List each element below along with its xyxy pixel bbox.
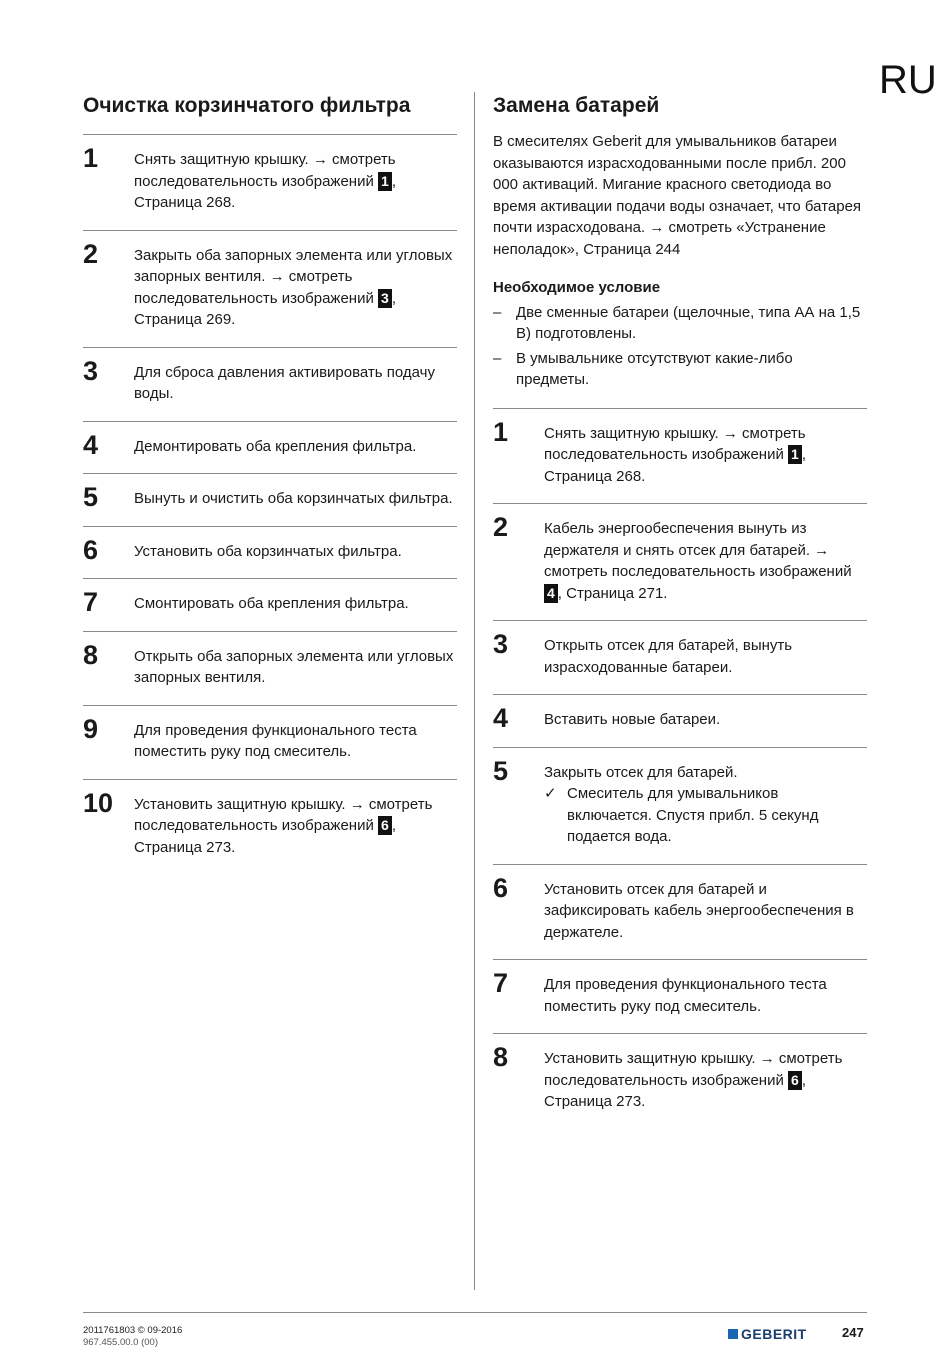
- step-instruction: Для проведения функционального теста поместить руку под смеситель.: [544, 976, 827, 1015]
- step-item: [493, 1034, 867, 1129]
- step-instruction: Установить защитную крышку. → смотреть последовательность изображений: [544, 1050, 843, 1089]
- doc-code: 2011761803 © 09-2016: [83, 1325, 183, 1336]
- requirement-list: [493, 302, 867, 409]
- step-instruction: Закрыть оба запорных элемента или угловых запорных вентиля. → смотреть последовательность изображений: [134, 246, 453, 307]
- step-text: [544, 879, 867, 944]
- step-number: 5: [83, 482, 99, 512]
- step-item: [493, 621, 867, 695]
- step-number: 3: [83, 355, 99, 386]
- step-item: [493, 748, 867, 865]
- step-instruction: Для проведения функционального теста поместить руку под смеситель.: [134, 721, 417, 760]
- battery-steps-list: [493, 409, 867, 1129]
- step-instruction: Кабель энергообеспечения вынуть из держателя и снять отсек для батарей. → смотреть последовательность изображений: [544, 520, 852, 580]
- image-sequence-badge: 4: [544, 584, 558, 603]
- doc-code-secondary: 967.455.00.0 (00): [83, 1337, 159, 1348]
- step-number: 6: [83, 534, 99, 565]
- step-text: [134, 245, 457, 331]
- step-item: [493, 409, 867, 505]
- right-column: [493, 88, 867, 1129]
- step-text: [134, 488, 457, 510]
- step-instruction: Вынуть и очистить оба корзинчатых фильтра.: [134, 490, 453, 507]
- step-text: [544, 974, 867, 1017]
- image-sequence-badge: 1: [788, 445, 802, 464]
- page-reference: , Страница 268.: [544, 446, 806, 485]
- section-title-batteries: Замена батарей: [493, 94, 660, 117]
- step-instruction: Вставить новые батареи.: [544, 711, 721, 728]
- step-number: 1: [493, 416, 509, 447]
- requirement-title: Необходимое условие: [493, 279, 661, 296]
- step-instruction: Закрыть отсек для батарей.: [544, 763, 738, 781]
- image-sequence-badge: 6: [788, 1071, 802, 1090]
- step-number: 4: [493, 703, 509, 733]
- step-item: [83, 135, 457, 231]
- step-text: [134, 593, 457, 615]
- step-text: [134, 362, 457, 405]
- step-text: [544, 423, 867, 488]
- page-reference: , Страница 273.: [134, 817, 396, 856]
- step-number: 4: [83, 429, 99, 460]
- logo-text: GEBERIT: [741, 1326, 807, 1342]
- step-text: [544, 762, 867, 784]
- step-item: [83, 422, 457, 475]
- left-column: [83, 88, 457, 874]
- step-instruction: Снять защитную крышку. → смотреть последовательность изображений: [544, 424, 806, 463]
- step-text: [544, 1048, 867, 1113]
- page-reference: , Страница 268.: [134, 172, 396, 211]
- step-item: [83, 474, 457, 527]
- step-text: [544, 709, 867, 731]
- step-item: [493, 960, 867, 1034]
- column-divider: [474, 92, 475, 1290]
- battery-intro-text: В смесителях Geberit для умывальников батареи оказываются израсходованными после прибл. 200 000 активаций. Мигание красного светодиода во время активации подачи воды означает, что батарея почти израсходована. → смотреть «Устранение неполадок», Страница 244: [493, 133, 862, 258]
- image-sequence-badge: 3: [378, 289, 392, 308]
- dash-icon: –: [493, 303, 502, 321]
- step-number: 2: [493, 512, 509, 542]
- step-instruction: Демонтировать оба крепления фильтра.: [134, 437, 417, 455]
- step-item: [493, 504, 867, 621]
- step-text: [134, 149, 457, 214]
- step-instruction: Установить защитную крышку. → смотреть последовательность изображений: [134, 795, 433, 834]
- logo-square-icon: [728, 1329, 738, 1339]
- step-item: [493, 865, 867, 961]
- step-number: 1: [83, 143, 99, 173]
- requirement-item: [493, 302, 867, 345]
- step-text: [134, 436, 457, 458]
- step-text: [134, 794, 457, 859]
- image-sequence-badge: 1: [378, 172, 392, 191]
- step-item: [83, 632, 457, 706]
- step-number: 3: [493, 629, 509, 659]
- step-item: [83, 231, 457, 348]
- requirement-text: Две сменные батареи (щелочные, типа АА на 1,5 В) подготовлены.: [516, 303, 861, 342]
- step-result: [544, 783, 867, 848]
- requirement-text: В умывальнике отсутствуют какие-либо предметы.: [516, 349, 793, 388]
- step-number: 7: [83, 587, 99, 617]
- step-text: [134, 646, 457, 689]
- step-text: [544, 518, 867, 604]
- section-title-filter: Очистка корзинчатого фильтра: [83, 88, 457, 135]
- step-item: [83, 527, 457, 580]
- step-item: [83, 579, 457, 632]
- page-reference: , Страница 269.: [134, 289, 396, 328]
- step-item: [83, 706, 457, 780]
- step-instruction: Снять защитную крышку. → смотреть последовательность изображений: [134, 151, 396, 190]
- step-instruction: Смонтировать оба крепления фильтра.: [134, 595, 409, 612]
- page-reference: , Страница 271.: [557, 584, 668, 602]
- step-item: [83, 348, 457, 422]
- page-reference: , Страница 273.: [544, 1071, 806, 1110]
- step-text: [134, 541, 457, 563]
- step-instruction: Установить отсек для батарей и зафиксировать кабель энергообеспечения в держателе.: [544, 880, 854, 941]
- language-code: RU: [879, 58, 937, 102]
- result-text: Смеситель для умывальников включается. Спустя прибл. 5 секунд подается вода.: [567, 785, 819, 845]
- step-instruction: Открыть оба запорных элемента или угловых запорных вентиля.: [134, 647, 454, 686]
- geberit-logo: [728, 1326, 807, 1342]
- step-number: 10: [83, 787, 114, 818]
- step-number: 7: [493, 968, 509, 998]
- step-number: 9: [83, 713, 99, 744]
- page-number: 247: [842, 1325, 864, 1340]
- step-instruction: Открыть отсек для батарей, вынуть израсходованные батареи.: [544, 637, 793, 676]
- step-number: 8: [83, 639, 99, 670]
- dash-icon: –: [493, 349, 502, 367]
- step-instruction: Для сброса давления активировать подачу воды.: [134, 363, 435, 402]
- step-item: [83, 780, 457, 875]
- step-text: [544, 635, 867, 678]
- step-number: 6: [493, 872, 509, 903]
- check-icon: ✓: [544, 785, 557, 802]
- step-number: 2: [83, 238, 99, 269]
- step-instruction: Установить оба корзинчатых фильтра.: [134, 542, 402, 560]
- requirement-item: [493, 348, 867, 391]
- filter-steps-list: [83, 135, 457, 874]
- footer-doc-info: [83, 1325, 182, 1349]
- image-sequence-badge: 6: [378, 816, 392, 835]
- step-number: 5: [493, 755, 509, 786]
- step-number: 8: [493, 1042, 509, 1072]
- step-text: [134, 720, 457, 763]
- step-item: [493, 695, 867, 748]
- footer-divider: [83, 1312, 867, 1313]
